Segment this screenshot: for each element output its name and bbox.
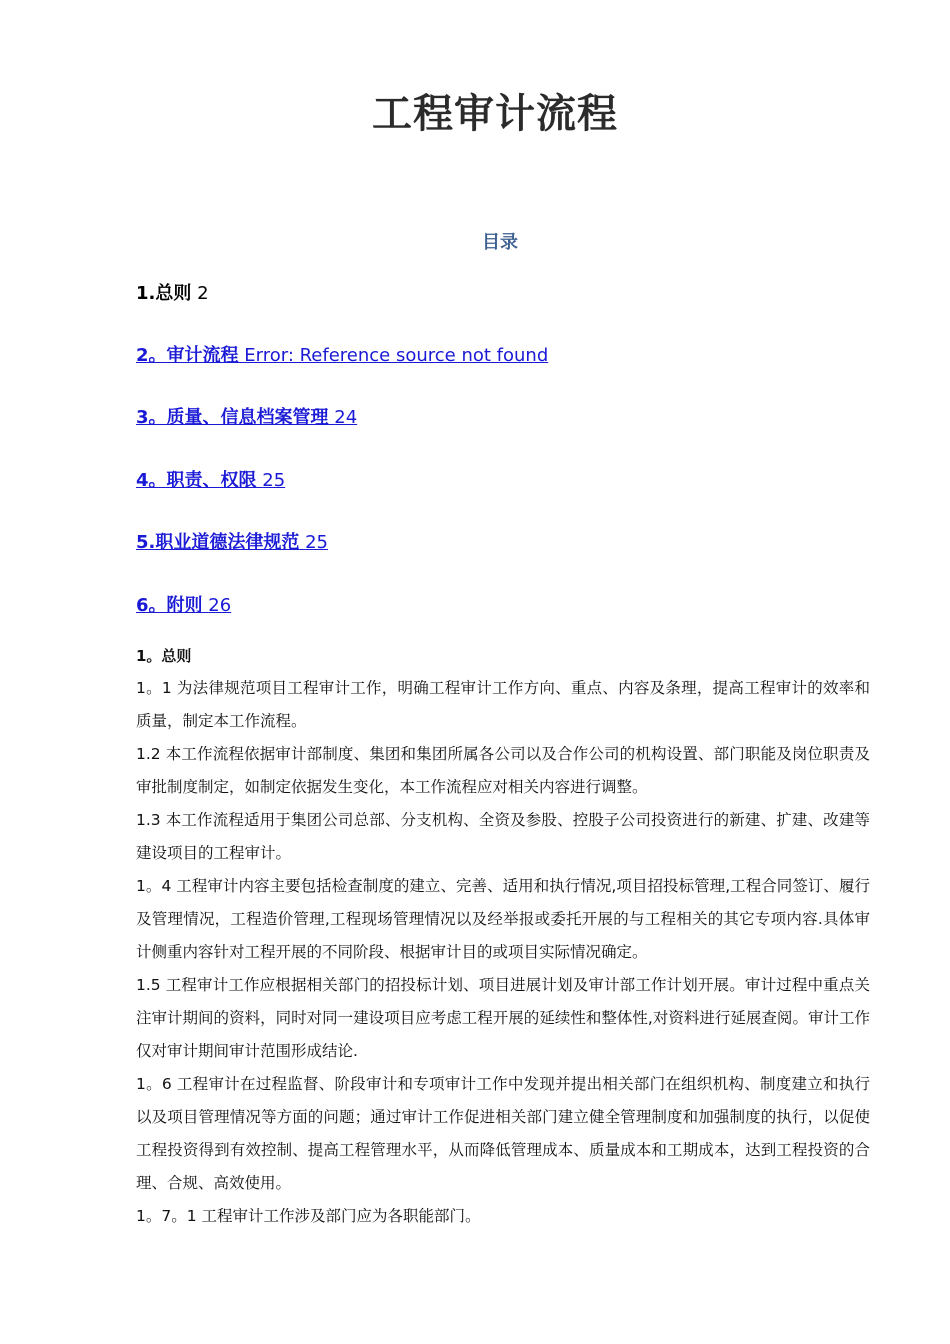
toc-item-general [136, 282, 209, 306]
toc-item-label: 5.职业道德法律规范 [136, 532, 300, 553]
toc-item-page: 25 [305, 532, 329, 553]
section-general [136, 644, 870, 1233]
toc-item-label: 1.总则 [136, 283, 192, 304]
toc-item-page: 24 [334, 407, 358, 428]
document-title: 工程审计流程 [372, 91, 618, 137]
paragraph-1-2: 1.2 本工作流程依据审计部制度、集团和集团所属各公司以及合作公司的机构设置、部门职能及岗位职责及审批制度制定，如制定依据发生变化，本工作流程应对相关内容进行调整。 [136, 745, 870, 796]
section-heading: 1。总则 [136, 647, 192, 665]
toc-item-label: 3。质量、信息档案管理 [136, 407, 329, 428]
toc-item-ethics[interactable] [136, 531, 328, 555]
paragraph-1-3: 1.3 本工作流程适用于集团公司总部、分支机构、全资及参股、控股子公司投资进行的新建、扩建、改建等建设项目的工程审计。 [136, 811, 870, 862]
paragraph-1-7-1: 1。7。1 工程审计工作涉及部门应为各职能部门。 [136, 1207, 481, 1225]
toc-item-page: 26 [208, 595, 232, 616]
toc-item-audit-process[interactable] [136, 344, 548, 368]
toc-item-quality-archive[interactable] [136, 406, 357, 430]
toc-item-page: 2 [197, 283, 209, 304]
toc-item-page: 25 [262, 470, 286, 491]
toc-item-page: Error: Reference source not found [244, 345, 549, 366]
toc-heading: 目录 [482, 232, 518, 253]
toc-item-label: 2。审计流程 [136, 345, 239, 366]
paragraph-1-1: 1。1 为法律规范项目工程审计工作，明确工程审计工作方向、重点、内容及条理，提高工程审计的效率和质量，制定本工作流程。 [136, 679, 870, 730]
toc-item-label: 4。职责、权限 [136, 470, 257, 491]
paragraph-1-5: 1.5 工程审计工作应根据相关部门的招投标计划、项目进展计划及审计部工作计划开展。审计过程中重点关注审计期间的资料，同时对同一建设项目应考虑工程开展的延续性和整体性,对资料进行延展查阅。审计工作仅对审计期间审计范围形成结论. [136, 976, 870, 1060]
toc-item-duties[interactable] [136, 469, 285, 493]
toc-item-label: 6。附则 [136, 595, 203, 616]
toc-item-supplementary[interactable] [136, 594, 231, 618]
paragraph-1-6: 1。6 工程审计在过程监督、阶段审计和专项审计工作中发现并提出相关部门在组织机构、制度建立和执行以及项目管理情况等方面的问题；通过审计工作促进相关部门建立健全管理制度和加强制度的执行，以促使工程投资得到有效控制、提高工程管理水平，从而降低管理成本、质量成本和工期成本，达到工程投资的合理、合规、高效使用。 [136, 1075, 870, 1192]
paragraph-1-4: 1。4 工程审计内容主要包括检查制度的建立、完善、适用和执行情况,项目招投标管理,工程合同签订、履行及管理情况，工程造价管理,工程现场管理情况以及经举报或委托开展的与工程相关的其它专项内容.具体审计侧重内容针对工程开展的不同阶段、根据审计目的或项目实际情况确定。 [136, 877, 870, 961]
